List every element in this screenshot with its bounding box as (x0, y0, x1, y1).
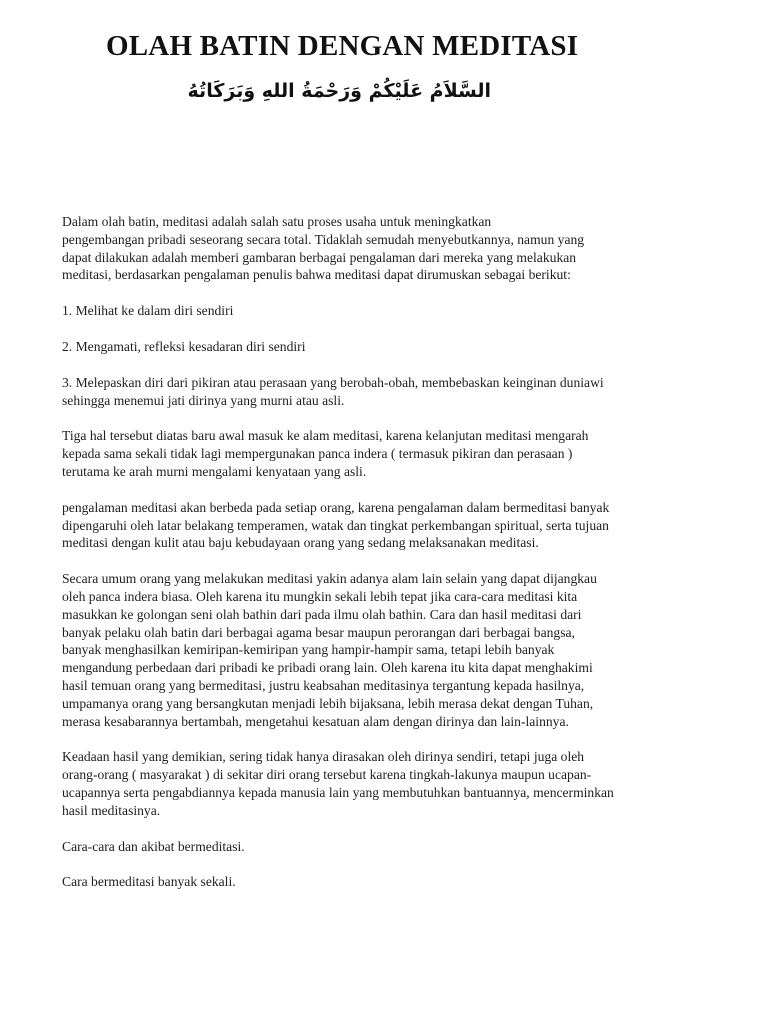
paragraph (62, 374, 702, 410)
paragraph-gap (62, 481, 702, 499)
paragraph (62, 748, 702, 819)
text-line: oleh panca indera biasa. Oleh karena itu mungkin sekali lebih tepat jika cara-cara meditasi kita (62, 588, 578, 604)
text-line: sehingga menemui jati dirinya yang murni atau asli. (62, 392, 345, 408)
text-line: 3. Melepaskan diri dari pikiran atau perasaan yang berobah-obah, membebaskan keinginan duniawi (62, 374, 604, 390)
text-line: masukkan ke golongan seni olah bathin dari pada ilmu olah bathin. Cara dan hasil meditasi dari (62, 606, 582, 622)
text-line: merasa kesabarannya bertambah, mengetahui kesatuan alam dengan dirinya dan lain-lainnya. (62, 713, 569, 729)
text-line: pengalaman meditasi akan berbeda pada setiap orang, karena pengalaman dalam bermeditasi banyak (62, 499, 610, 515)
text-line: Dalam olah batin, meditasi adalah salah satu proses usaha untuk meningkatkan (62, 214, 492, 229)
paragraph-gap (62, 356, 702, 374)
text-line: 1. Melihat ke dalam diri sendiri (62, 303, 234, 319)
text-line: Cara bermeditasi banyak sekali. (62, 874, 236, 890)
text-line: umpamanya orang yang bersangkutan menjadi lebih bijaksana, lebih merasa dekat dengan Tuhan, (62, 695, 594, 711)
document-title: OLAH BATIN DENGAN MEDITASI (106, 30, 579, 62)
text-line: kepada sama sekali tidak lagi mempergunakan panca indera ( termasuk pikiran dan perasaan ) (62, 446, 573, 462)
text-line: dapat dilakukan adalah memberi gambaran berbagai pengalaman dari mereka yang melakukan (62, 249, 577, 265)
text-line: banyak menghasilkan kemiripan-kemiripan yang hampir-hampir sama, tetapi lebih banyak (62, 642, 555, 658)
text-line: hasil meditasinya. (62, 802, 161, 818)
paragraph (62, 302, 702, 320)
text-line: pengembangan pribadi seseorang secara total. Tidaklah semudah menyebutkannya, namun yang (62, 231, 585, 247)
paragraph-gap (62, 552, 702, 570)
text-line: mengandung perbedaan dari pribadi ke pribadi orang lain. Oleh karena itu kita dapat menghakimi (62, 660, 593, 676)
text-line: Cara-cara dan akibat bermeditasi. (62, 838, 245, 854)
text-line: meditasi, berdasarkan pengalaman penulis bahwa meditasi dapat dirumuskan sebagai berikut: (62, 267, 571, 283)
paragraph-gap (62, 320, 702, 338)
paragraph-gap (62, 855, 702, 873)
paragraph (62, 570, 702, 730)
text-line: orang-orang ( masyarakat ) di sekitar diri orang tersebut karena tingkah-lakunya maupun ucapan- (62, 767, 592, 783)
paragraph (62, 838, 702, 856)
text-line: 2. Mengamati, refleksi kesadaran diri sendiri (62, 338, 306, 354)
text-line: Tiga hal tersebut diatas baru awal masuk ke alam meditasi, karena kelanjutan meditasi mengarah (62, 428, 589, 444)
paragraph (62, 499, 702, 552)
text-line: banyak pelaku olah batin dari berbagai agama besar maupun perorangan dari berbagai bangsa, (62, 624, 575, 640)
arabic-greeting: السَّلاَمُ عَلَيْكُمْ وَرَحْمَةُ اللهِ وَبَرَكَاتُهُ (187, 80, 491, 102)
text-line: Secara umum orang yang melakukan meditasi yakin adanya alam lain selain yang dapat dijangkau (62, 571, 597, 587)
text-line: dipengaruhi oleh latar belakang temperamen, watak dan tingkat perkembangan spiritual, serta tujuan (62, 517, 609, 533)
paragraph (62, 873, 702, 891)
paragraph-gap (62, 284, 702, 302)
paragraph-gap (62, 730, 702, 748)
text-line: terutama ke arah murni mengalami kenyataan yang asli. (62, 463, 367, 479)
document-body (62, 213, 702, 891)
paragraph (62, 338, 702, 356)
paragraph-gap (62, 409, 702, 427)
paragraph (62, 427, 702, 480)
text-line: meditasi dengan kulit atau baju kebudayaan orang yang sedang melaksanakan meditasi. (62, 535, 539, 551)
paragraph-gap (62, 820, 702, 838)
text-line: hasil temuan orang yang bermeditasi, justru keabsahan meditasinya tergantung kepada hasilnya, (62, 677, 585, 693)
paragraph (62, 213, 702, 284)
text-line: Keadaan hasil yang demikian, sering tidak hanya dirasakan oleh dirinya sendiri, tetapi juga oleh (62, 749, 585, 765)
text-line: ucapannya serta pengabdiannya kepada manusia lain yang membutuhkan bantuannya, mencerminkan (62, 784, 614, 800)
